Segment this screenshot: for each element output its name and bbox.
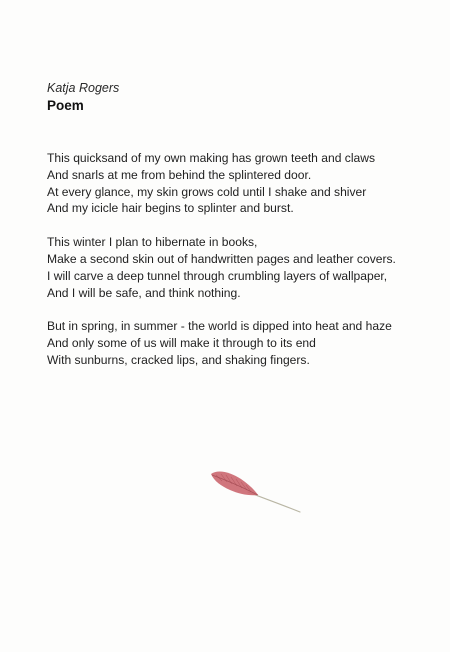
poem-line: But in spring, in summer - the world is dipped into heat and haze: [47, 319, 392, 334]
poem-line: I will carve a deep tunnel through crumbling layers of wallpaper,: [47, 268, 388, 283]
stanza-2: [47, 234, 437, 301]
feather-quill-icon: [208, 466, 302, 518]
poem-line: And I will be safe, and think nothing.: [47, 285, 241, 300]
poem-line: At every glance, my skin grows cold until I shake and shiver: [47, 184, 367, 199]
poem-body: [47, 150, 437, 386]
poem-line: With sunburns, cracked lips, and shaking fingers.: [47, 352, 310, 367]
poem-line: And only some of us will make it through to its end: [47, 336, 316, 351]
poem-title: Poem: [47, 98, 84, 113]
poem-line: This quicksand of my own making has grown teeth and claws: [47, 151, 376, 165]
stanza-1: [47, 150, 437, 217]
stanza-3: [47, 318, 437, 368]
author-name: Katja Rogers: [47, 81, 120, 95]
poem-line: Make a second skin out of handwritten pages and leather covers.: [47, 251, 396, 266]
poem-line: And my icicle hair begins to splinter and burst.: [47, 201, 294, 216]
poem-line: And snarls at me from behind the splintered door.: [47, 167, 312, 182]
poem-line: This winter I plan to hibernate in books,: [47, 235, 258, 250]
